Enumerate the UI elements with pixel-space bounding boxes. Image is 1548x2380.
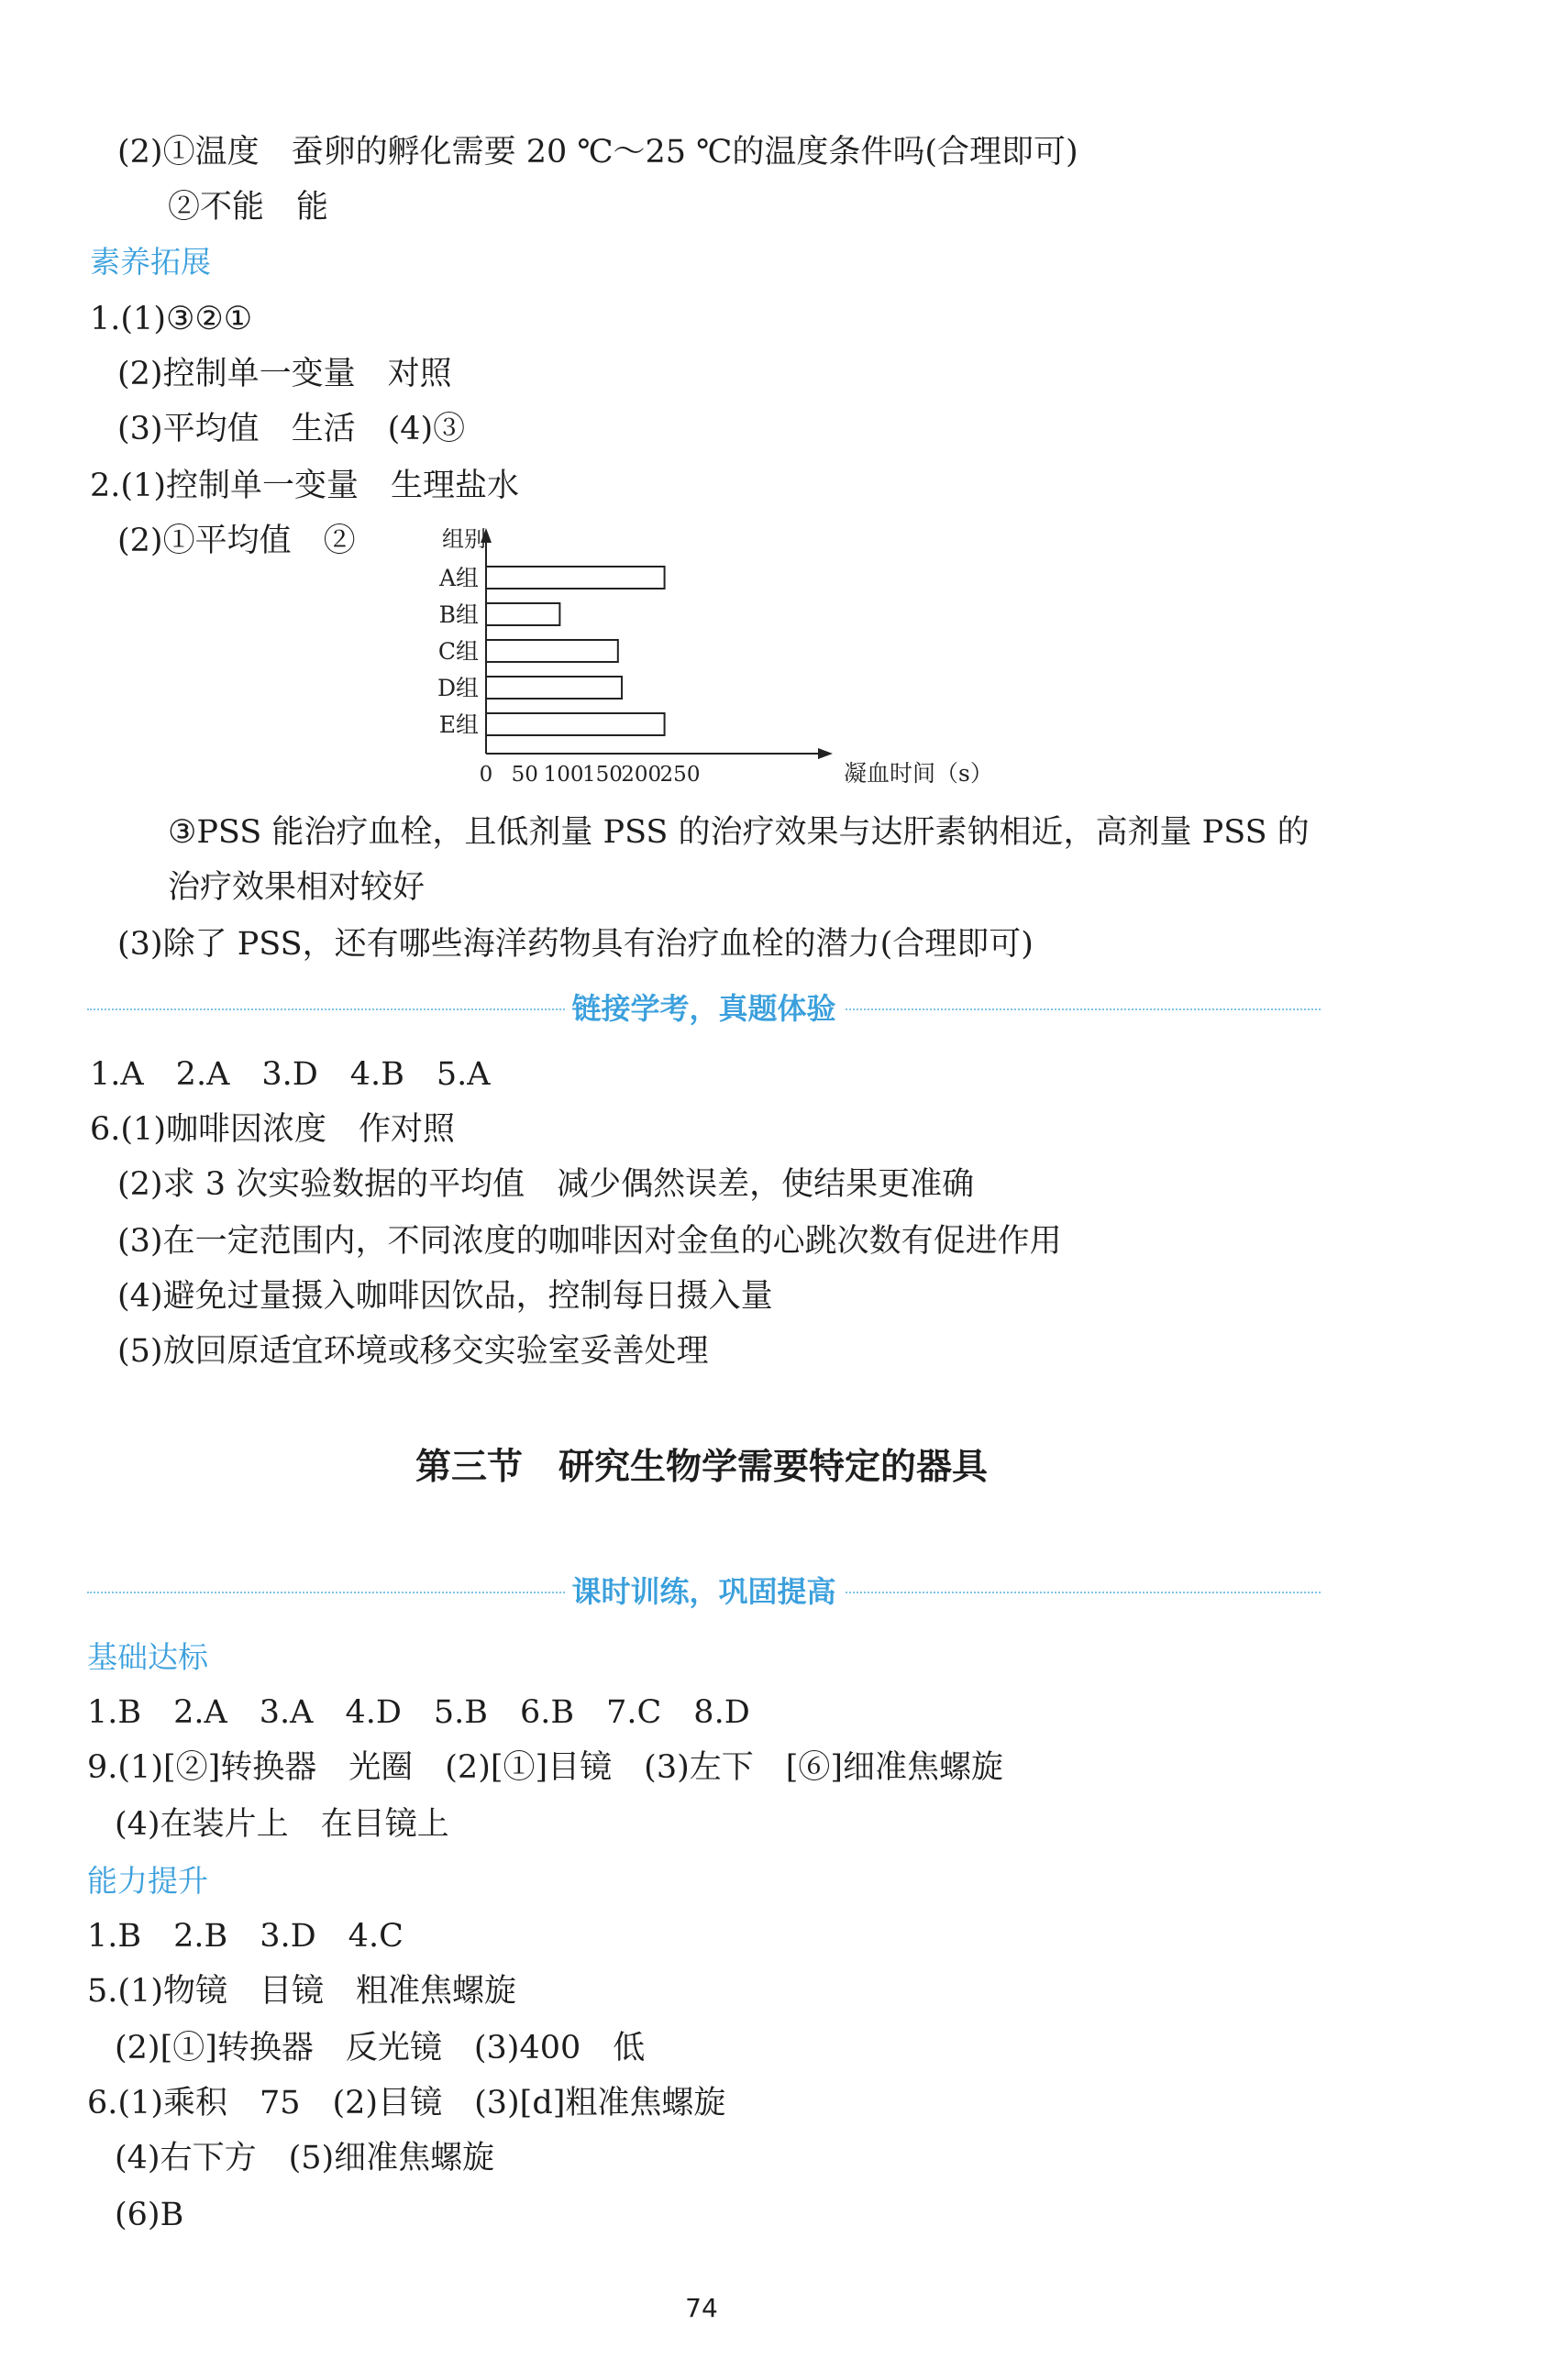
category-label: A组 [438, 565, 479, 591]
category-label: E组 [438, 711, 479, 738]
category-label: B组 [438, 601, 479, 628]
answer-line: (3)除了 PSS，还有哪些海洋药物具有治疗血栓的潜力(合理即可) [117, 926, 1034, 963]
answer-line: (2)①平均值 ② [117, 523, 356, 559]
bar [486, 713, 665, 735]
answer-line: 5.(1)物镜 目镜 粗准焦螺旋 [87, 1973, 516, 2010]
answer-line: (5)放回原适宜环境或移交实验室妥善处理 [117, 1333, 709, 1370]
section-bar-lianjie [87, 988, 1321, 1029]
answer-line: 1.B 2.B 3.D 4.C [87, 1918, 404, 1955]
section-bar-label: 链接学考，真题体验 [564, 988, 843, 1029]
page-number: 74 [685, 2293, 718, 2323]
answer-line: (6)B [115, 2197, 184, 2233]
answer-line: (2)[①]转换器 反光镜 (3)400 低 [115, 2030, 646, 2066]
answer-line: 6.(1)咖啡因浓度 作对照 [90, 1111, 455, 1148]
answer-line: (3)在一定范围内，不同浓度的咖啡因对金鱼的心跳次数有促进作用 [117, 1223, 1062, 1260]
category-label: C组 [437, 638, 479, 665]
section-bar-label: 课时训练，巩固提高 [564, 1571, 843, 1612]
answer-line: 1.(1)③②① [90, 301, 253, 337]
answer-line: ③PSS 能治疗血栓，且低剂量 PSS 的治疗效果与达肝素钠相近，高剂量 PSS 的 [168, 814, 1310, 851]
answer-line: (4)右下方 (5)细准焦螺旋 [115, 2140, 495, 2176]
answer-line: 6.(1)乘积 75 (2)目镜 (3)[d]粗准焦螺旋 [87, 2085, 726, 2121]
answer-line: 1.A 2.A 3.D 4.B 5.A [90, 1056, 491, 1093]
answer-line: (4)避免过量摄入咖啡因饮品，控制每日摄入量 [117, 1278, 773, 1315]
bar-chart [404, 523, 993, 798]
bar [486, 603, 559, 625]
answer-line: (2)控制单一变量 对照 [117, 356, 452, 392]
x-tick-label: 250 [659, 763, 701, 787]
x-tick-label: 0 [479, 763, 493, 787]
bar [486, 640, 618, 662]
bar [486, 677, 622, 699]
answer-line: 9.(1)[②]转换器 光圈 (2)[①]目镜 (3)左下 [⑥]细准焦螺旋 [87, 1749, 1004, 1786]
category-label: D组 [437, 675, 479, 701]
answer-line: 1.B 2.A 3.A 4.D 5.B 6.B 7.C 8.D [87, 1694, 750, 1731]
x-tick-label: 50 [511, 763, 538, 787]
x-tick-label: 200 [621, 763, 662, 787]
answer-line: (2)①温度 蚕卵的孵化需要 20 ℃～25 ℃的温度条件吗(合理即可) [117, 134, 1078, 171]
answer-line: 2.(1)控制单一变量 生理盐水 [90, 468, 519, 504]
answer-line: ②不能 能 [168, 189, 329, 226]
heading-nengli: 能力提升 [87, 1863, 208, 1899]
heading-jichu: 基础达标 [87, 1639, 208, 1675]
answer-line: (4)在装片上 在目镜上 [115, 1806, 449, 1843]
section-bar-keshi [87, 1571, 1321, 1612]
x-axis-arrow [818, 748, 833, 759]
answer-line: 治疗效果相对较好 [168, 869, 426, 906]
y-axis-label: 组别 [442, 526, 486, 552]
heading-suyang: 素养拓展 [90, 244, 211, 280]
x-tick-label: 100 [543, 763, 584, 787]
x-tick-label: 150 [581, 763, 623, 787]
answer-line: (2)求 3 次实验数据的平均值 减少偶然误差，使结果更准确 [117, 1166, 975, 1203]
section-title: 第三节 研究生物学需要特定的器具 [415, 1446, 988, 1488]
answer-line: (3)平均值 生活 (4)③ [117, 411, 466, 447]
x-axis-label: 凝血时间（s） [844, 760, 993, 787]
bar [486, 567, 665, 589]
